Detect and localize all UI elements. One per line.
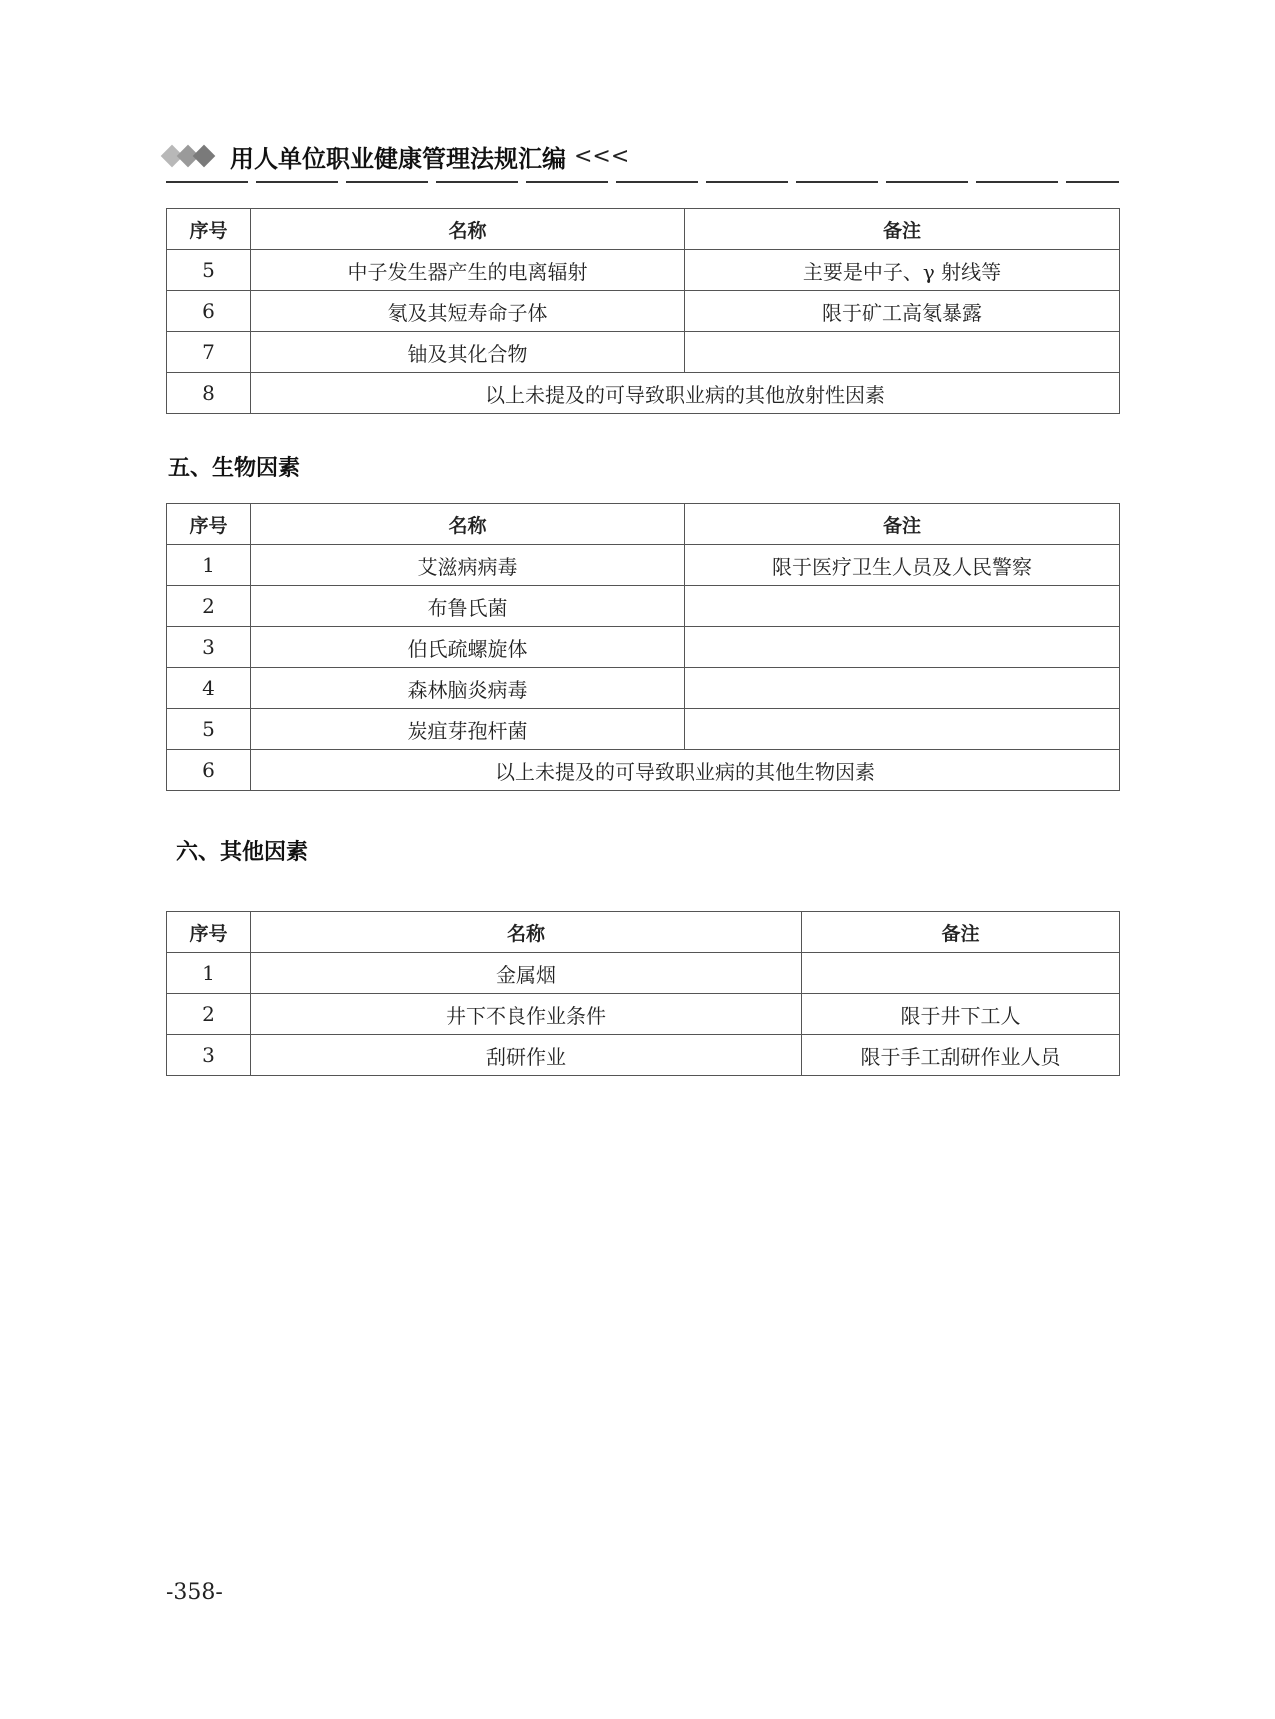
cell-no: 5: [167, 709, 251, 750]
biological-factors-table: [166, 503, 1120, 791]
other-factors-table: [166, 911, 1120, 1076]
table-row: [167, 627, 1120, 668]
cell-no: 8: [167, 373, 251, 414]
book-title: 用人单位职业健康管理法规汇编: [230, 144, 566, 173]
cell-note: 限于矿工高氡暴露: [685, 291, 1120, 332]
cell-no: 3: [167, 627, 251, 668]
cell-name: 金属烟: [251, 953, 802, 994]
cell-note: [685, 627, 1120, 668]
table-row: [167, 1035, 1120, 1076]
cell-merged: 以上未提及的可导致职业病的其他生物因素: [251, 750, 1120, 791]
table-row: [167, 586, 1120, 627]
cell-note: 主要是中子、γ 射线等: [685, 250, 1120, 291]
cell-name: 炭疽芽孢杆菌: [251, 709, 685, 750]
table-row: [167, 332, 1120, 373]
cell-note: [685, 668, 1120, 709]
cell-name: 森林脑炎病毒: [251, 668, 685, 709]
col-header-no: 序号: [167, 209, 251, 250]
cell-no: 6: [167, 291, 251, 332]
col-header-note: 备注: [685, 209, 1120, 250]
cell-note: [685, 709, 1120, 750]
table-header-row: [167, 504, 1120, 545]
table-row: [167, 291, 1120, 332]
cell-name: 中子发生器产生的电离辐射: [251, 250, 685, 291]
cell-no: 7: [167, 332, 251, 373]
cell-note: [685, 586, 1120, 627]
col-header-name: 名称: [251, 504, 685, 545]
cell-no: 3: [167, 1035, 251, 1076]
col-header-no: 序号: [167, 912, 251, 953]
section-title-other: 六、其他因素: [176, 840, 309, 865]
running-header: [162, 138, 629, 174]
table-row: [167, 545, 1120, 586]
cell-no: 1: [167, 545, 251, 586]
cell-note: [685, 332, 1120, 373]
cell-note: 限于手工刮研作业人员: [802, 1035, 1120, 1076]
cell-name: 铀及其化合物: [251, 332, 685, 373]
cell-name: 氡及其短寿命子体: [251, 291, 685, 332]
table-header-row: [167, 209, 1120, 250]
cell-note: 限于医疗卫生人员及人民警察: [685, 545, 1120, 586]
radiation-factors-table: [166, 208, 1120, 414]
table-row: [167, 668, 1120, 709]
cell-name: 艾滋病病毒: [251, 545, 685, 586]
table-row: [167, 709, 1120, 750]
table-row: [167, 750, 1120, 791]
table-row: [167, 994, 1120, 1035]
cell-no: 1: [167, 953, 251, 994]
cell-name: 伯氏疏螺旋体: [251, 627, 685, 668]
col-header-no: 序号: [167, 504, 251, 545]
diamond-arrows-icon: [162, 144, 224, 168]
cell-merged: 以上未提及的可导致职业病的其他放射性因素: [251, 373, 1120, 414]
col-header-name: 名称: [251, 209, 685, 250]
cell-no: 2: [167, 586, 251, 627]
col-header-note: 备注: [685, 504, 1120, 545]
chevrons-mark: <<<: [574, 143, 630, 169]
cell-name: 刮研作业: [251, 1035, 802, 1076]
cell-name: 井下不良作业条件: [251, 994, 802, 1035]
cell-no: 2: [167, 994, 251, 1035]
table-row: [167, 373, 1120, 414]
cell-no: 5: [167, 250, 251, 291]
cell-name: 布鲁氏菌: [251, 586, 685, 627]
cell-no: 6: [167, 750, 251, 791]
section-title-biological: 五、生物因素: [168, 456, 301, 481]
table-row: [167, 250, 1120, 291]
header-dashed-rule: [166, 181, 1119, 183]
table-row: [167, 953, 1120, 994]
table-header-row: [167, 912, 1120, 953]
col-header-name: 名称: [251, 912, 802, 953]
page-number: -358-: [166, 1580, 223, 1605]
cell-no: 4: [167, 668, 251, 709]
col-header-note: 备注: [802, 912, 1120, 953]
cell-note: 限于井下工人: [802, 994, 1120, 1035]
cell-note: [802, 953, 1120, 994]
